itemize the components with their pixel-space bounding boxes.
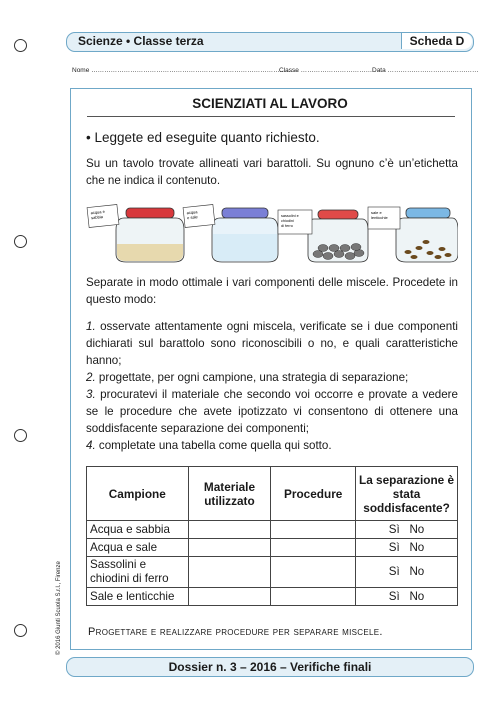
learning-objective <box>88 626 383 638</box>
sheet-label: Scheda D <box>401 33 472 49</box>
step-text: completate una tabella come quella qui sotto. <box>98 439 332 452</box>
material-cell[interactable] <box>188 521 271 539</box>
yes-option[interactable]: Sì <box>388 522 400 536</box>
table-row <box>87 557 458 588</box>
material-cell[interactable] <box>188 539 271 557</box>
jar-sand-label: acqua esabbia <box>90 208 106 221</box>
binder-hole <box>14 235 27 248</box>
yes-option[interactable]: Sì <box>388 589 400 603</box>
table-row <box>87 539 458 557</box>
separate-text: Separate in modo ottimale i vari componenti delle miscele. Procedete in questo modo: <box>86 276 458 306</box>
table-header-row <box>87 467 458 521</box>
step-number: 2. <box>86 371 96 384</box>
sample-cell: Sale e lenticchie <box>87 588 189 606</box>
copyright-notice: © 2016 Giunti Scuola S.r.l., Firenze <box>56 561 62 655</box>
header-procedure: Procedure <box>271 467 356 521</box>
name-field[interactable]: Nome …………………………………………………………………………………… <box>72 67 300 74</box>
header-sample: Campione <box>87 467 189 521</box>
procedure-cell[interactable] <box>271 588 356 606</box>
step-4 <box>86 437 458 454</box>
table-row <box>87 588 458 606</box>
page-title: SCIENZIATI AL LAVORO <box>192 96 348 111</box>
result-cell <box>356 539 458 557</box>
step-number: 1. <box>86 320 96 333</box>
objective-text: Progettare e realizzare procedure per separare miscele. <box>88 626 383 638</box>
instruction: • Leggete ed eseguite quanto richiesto. <box>86 130 320 145</box>
step-text: progettate, per ogni campione, una strategia di separazione; <box>98 371 409 384</box>
footer-bar: Dossier n. 3 – 2016 – Verifiche finali <box>66 657 474 677</box>
jar-sand <box>87 204 184 262</box>
material-cell[interactable] <box>188 557 271 588</box>
jar-lentils-label: sale e lenticchie <box>371 210 388 220</box>
material-cell[interactable] <box>188 588 271 606</box>
results-table <box>86 466 458 606</box>
binder-hole <box>14 39 27 52</box>
jar-pebbles-label: sassolini e chiodini di ferro <box>281 214 299 228</box>
jar-lentils <box>368 207 458 262</box>
no-option[interactable]: No <box>409 565 425 578</box>
no-option[interactable]: No <box>409 522 425 536</box>
procedure-cell[interactable] <box>271 557 356 588</box>
no-option[interactable]: No <box>409 589 425 603</box>
jar-pebbles <box>278 210 368 262</box>
jars-illustration <box>86 204 458 264</box>
procedure-cell[interactable] <box>271 539 356 557</box>
no-option[interactable]: No <box>409 540 425 554</box>
header-material: Materiale utilizzato <box>188 467 271 521</box>
sample-cell: Sassolini e chiodini di ferro <box>87 557 189 588</box>
step-text: osservate attentamente ogni miscela, verificate se i due componenti dichiarati sul barattolo sono riconoscibili o no, e quali caratteristiche hanno; <box>86 320 458 367</box>
intro-text: Su un tavolo trovate allineati vari barattoli. Su ognuno c’è un’etichetta che ne indica il contenuto. <box>86 157 458 187</box>
binder-hole <box>14 429 27 442</box>
step-number: 3. <box>86 388 96 401</box>
yes-option[interactable]: Sì <box>388 540 400 554</box>
subject-title: Scienze • Classe terza <box>78 34 204 48</box>
class-field[interactable]: Classe …………………………… <box>279 67 373 74</box>
procedure-cell[interactable] <box>271 521 356 539</box>
result-cell <box>356 557 458 588</box>
date-field[interactable]: Data …………………………………… <box>372 67 479 74</box>
result-cell <box>356 588 458 606</box>
table-row <box>87 521 458 539</box>
step-1 <box>86 318 458 369</box>
step-number: 4. <box>86 439 96 452</box>
step-3 <box>86 386 458 437</box>
step-2 <box>86 369 458 386</box>
sample-cell: Acqua e sale <box>87 539 189 557</box>
header-result: La separazione è stata soddisfacente? <box>356 467 458 521</box>
sample-cell: Acqua e sabbia <box>87 521 189 539</box>
step-text: procuratevi il materiale che secondo voi occorre e provate a vedere se le procedure che avete ipotizzato vi consentono di ottenere una soddisfacente separazione dei componenti; <box>86 388 458 435</box>
jar-salt-label: acquae sale <box>186 209 199 221</box>
yes-option[interactable]: Sì <box>388 565 400 578</box>
binder-hole <box>14 624 27 637</box>
jar-salt <box>183 204 278 262</box>
title-rule <box>87 116 455 117</box>
result-cell <box>356 521 458 539</box>
